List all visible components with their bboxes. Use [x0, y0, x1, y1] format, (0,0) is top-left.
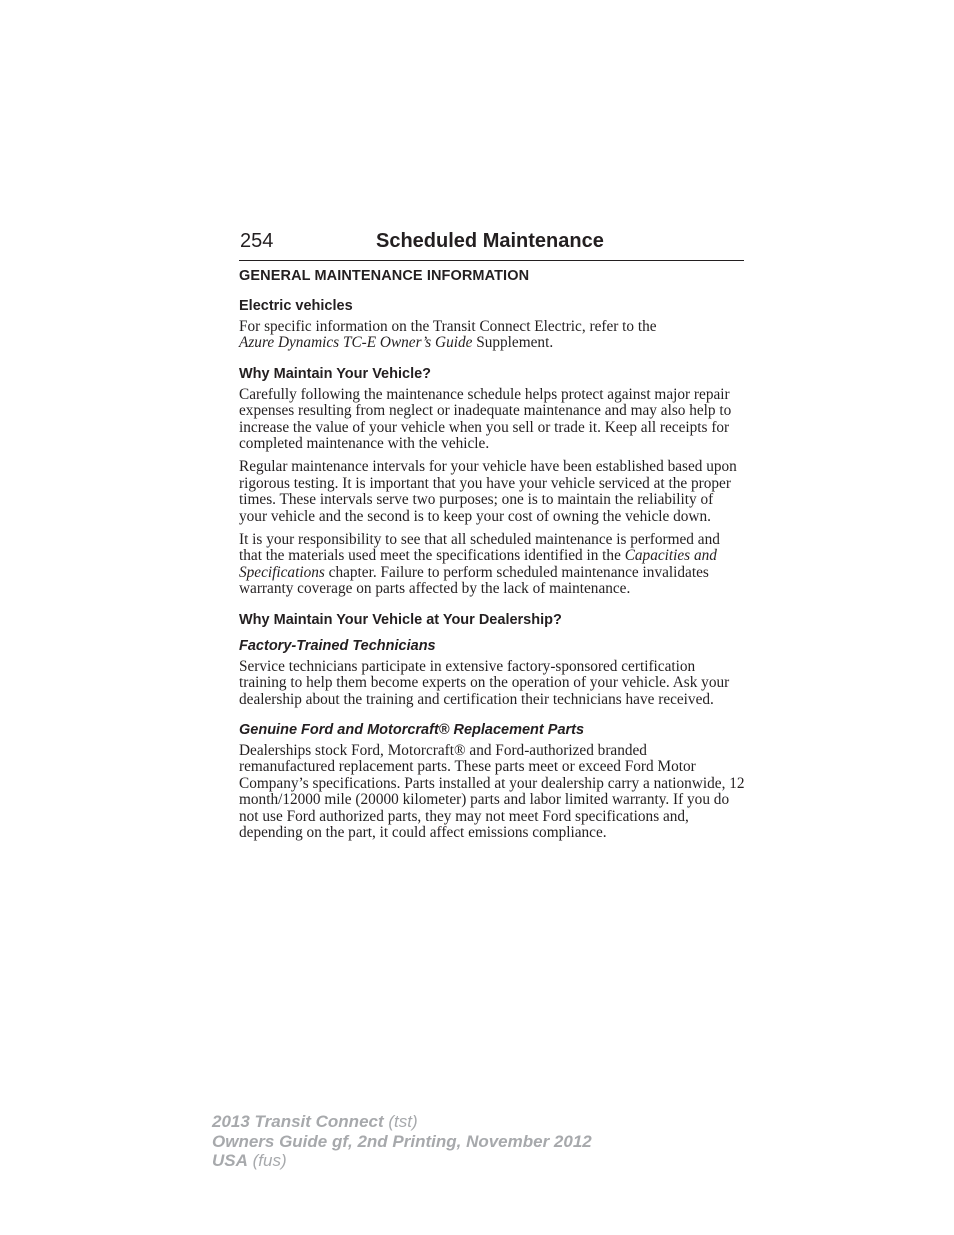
footer-model-code: (tst) [388, 1112, 418, 1131]
page-footer [212, 1112, 712, 1171]
dealership-heading: Why Maintain Your Vehicle at Your Dealership? [239, 611, 562, 628]
guide-title: Azure Dynamics TC-E Owner’s Guide [239, 334, 473, 352]
footer-line-1 [212, 1112, 712, 1132]
text-run: Supplement. [476, 334, 554, 352]
footer-model: 2013 Transit Connect [212, 1112, 384, 1131]
page-title: Scheduled Maintenance [376, 230, 604, 252]
technicians-paragraph: Service technicians participate in extensive factory-sponsored certification training to help them become experts on the operation of your vehicle. Ask your dealership about the training and certification their technicians have received. [239, 657, 730, 708]
text-run: For specific information on the Transit Connect Electric, refer to the [239, 318, 657, 335]
technicians-heading: Factory-Trained Technicians [239, 637, 436, 654]
footer-market: USA [212, 1151, 248, 1170]
page-content [239, 266, 745, 841]
footer-printing: Owners Guide gf, 2nd Printing, November 2012 [212, 1131, 592, 1151]
why-maintain-paragraph-3 [239, 532, 745, 598]
section-title: GENERAL MAINTENANCE INFORMATION [239, 268, 530, 284]
parts-paragraph: Dealerships stock Ford, Motorcraft® and Ford-authorized branded remanufactured replacement parts. These parts meet or exceed Ford Motor Company’s specifications. Parts installed at your dealership carry a nationwide, 12 month/12000 mile (20000 kilometer) parts and labor limited warranty. If you do not use Ford authorized parts, they may not meet Ford specifications and, depending on the part, it could affect emissions compliance. [239, 741, 745, 841]
electric-vehicles-paragraph [239, 319, 745, 352]
footer-market-code: (fus) [252, 1151, 287, 1170]
why-maintain-paragraph-1: Carefully following the maintenance schedule helps protect against major repair expenses resulting from neglect or inadequate maintenance and may also help to increase the value of your vehicle when you sell or trade it. Keep all receipts for completed maintenance with the vehicle. [239, 385, 732, 453]
text-run: chapter. Failure to perform scheduled maintenance invalidates warranty coverage on parts affected by the lack of maintenance. [239, 563, 709, 598]
footer-line-3 [212, 1151, 712, 1171]
chapter-reference: Capacities and Specifications [239, 547, 717, 581]
why-maintain-heading: Why Maintain Your Vehicle? [239, 365, 432, 382]
page-header [239, 228, 744, 261]
electric-vehicles-heading: Electric vehicles [239, 298, 353, 314]
why-maintain-paragraph-2: Regular maintenance intervals for your vehicle have been established based upon rigorous testing. It is important that you have your vehicle serviced at the proper times. These intervals serve two purposes; one is to maintain the reliability of your vehicle and the second is to keep your cost of owning the vehicle down. [239, 458, 737, 525]
footer-line-2 [212, 1132, 712, 1152]
parts-heading: Genuine Ford and Motorcraft® Replacement Parts [239, 721, 585, 738]
text-run: It is your responsibility to see that all scheduled maintenance is performed and that the materials used meet the specifications identified in the [239, 531, 720, 565]
page-number: 254 [240, 230, 274, 252]
